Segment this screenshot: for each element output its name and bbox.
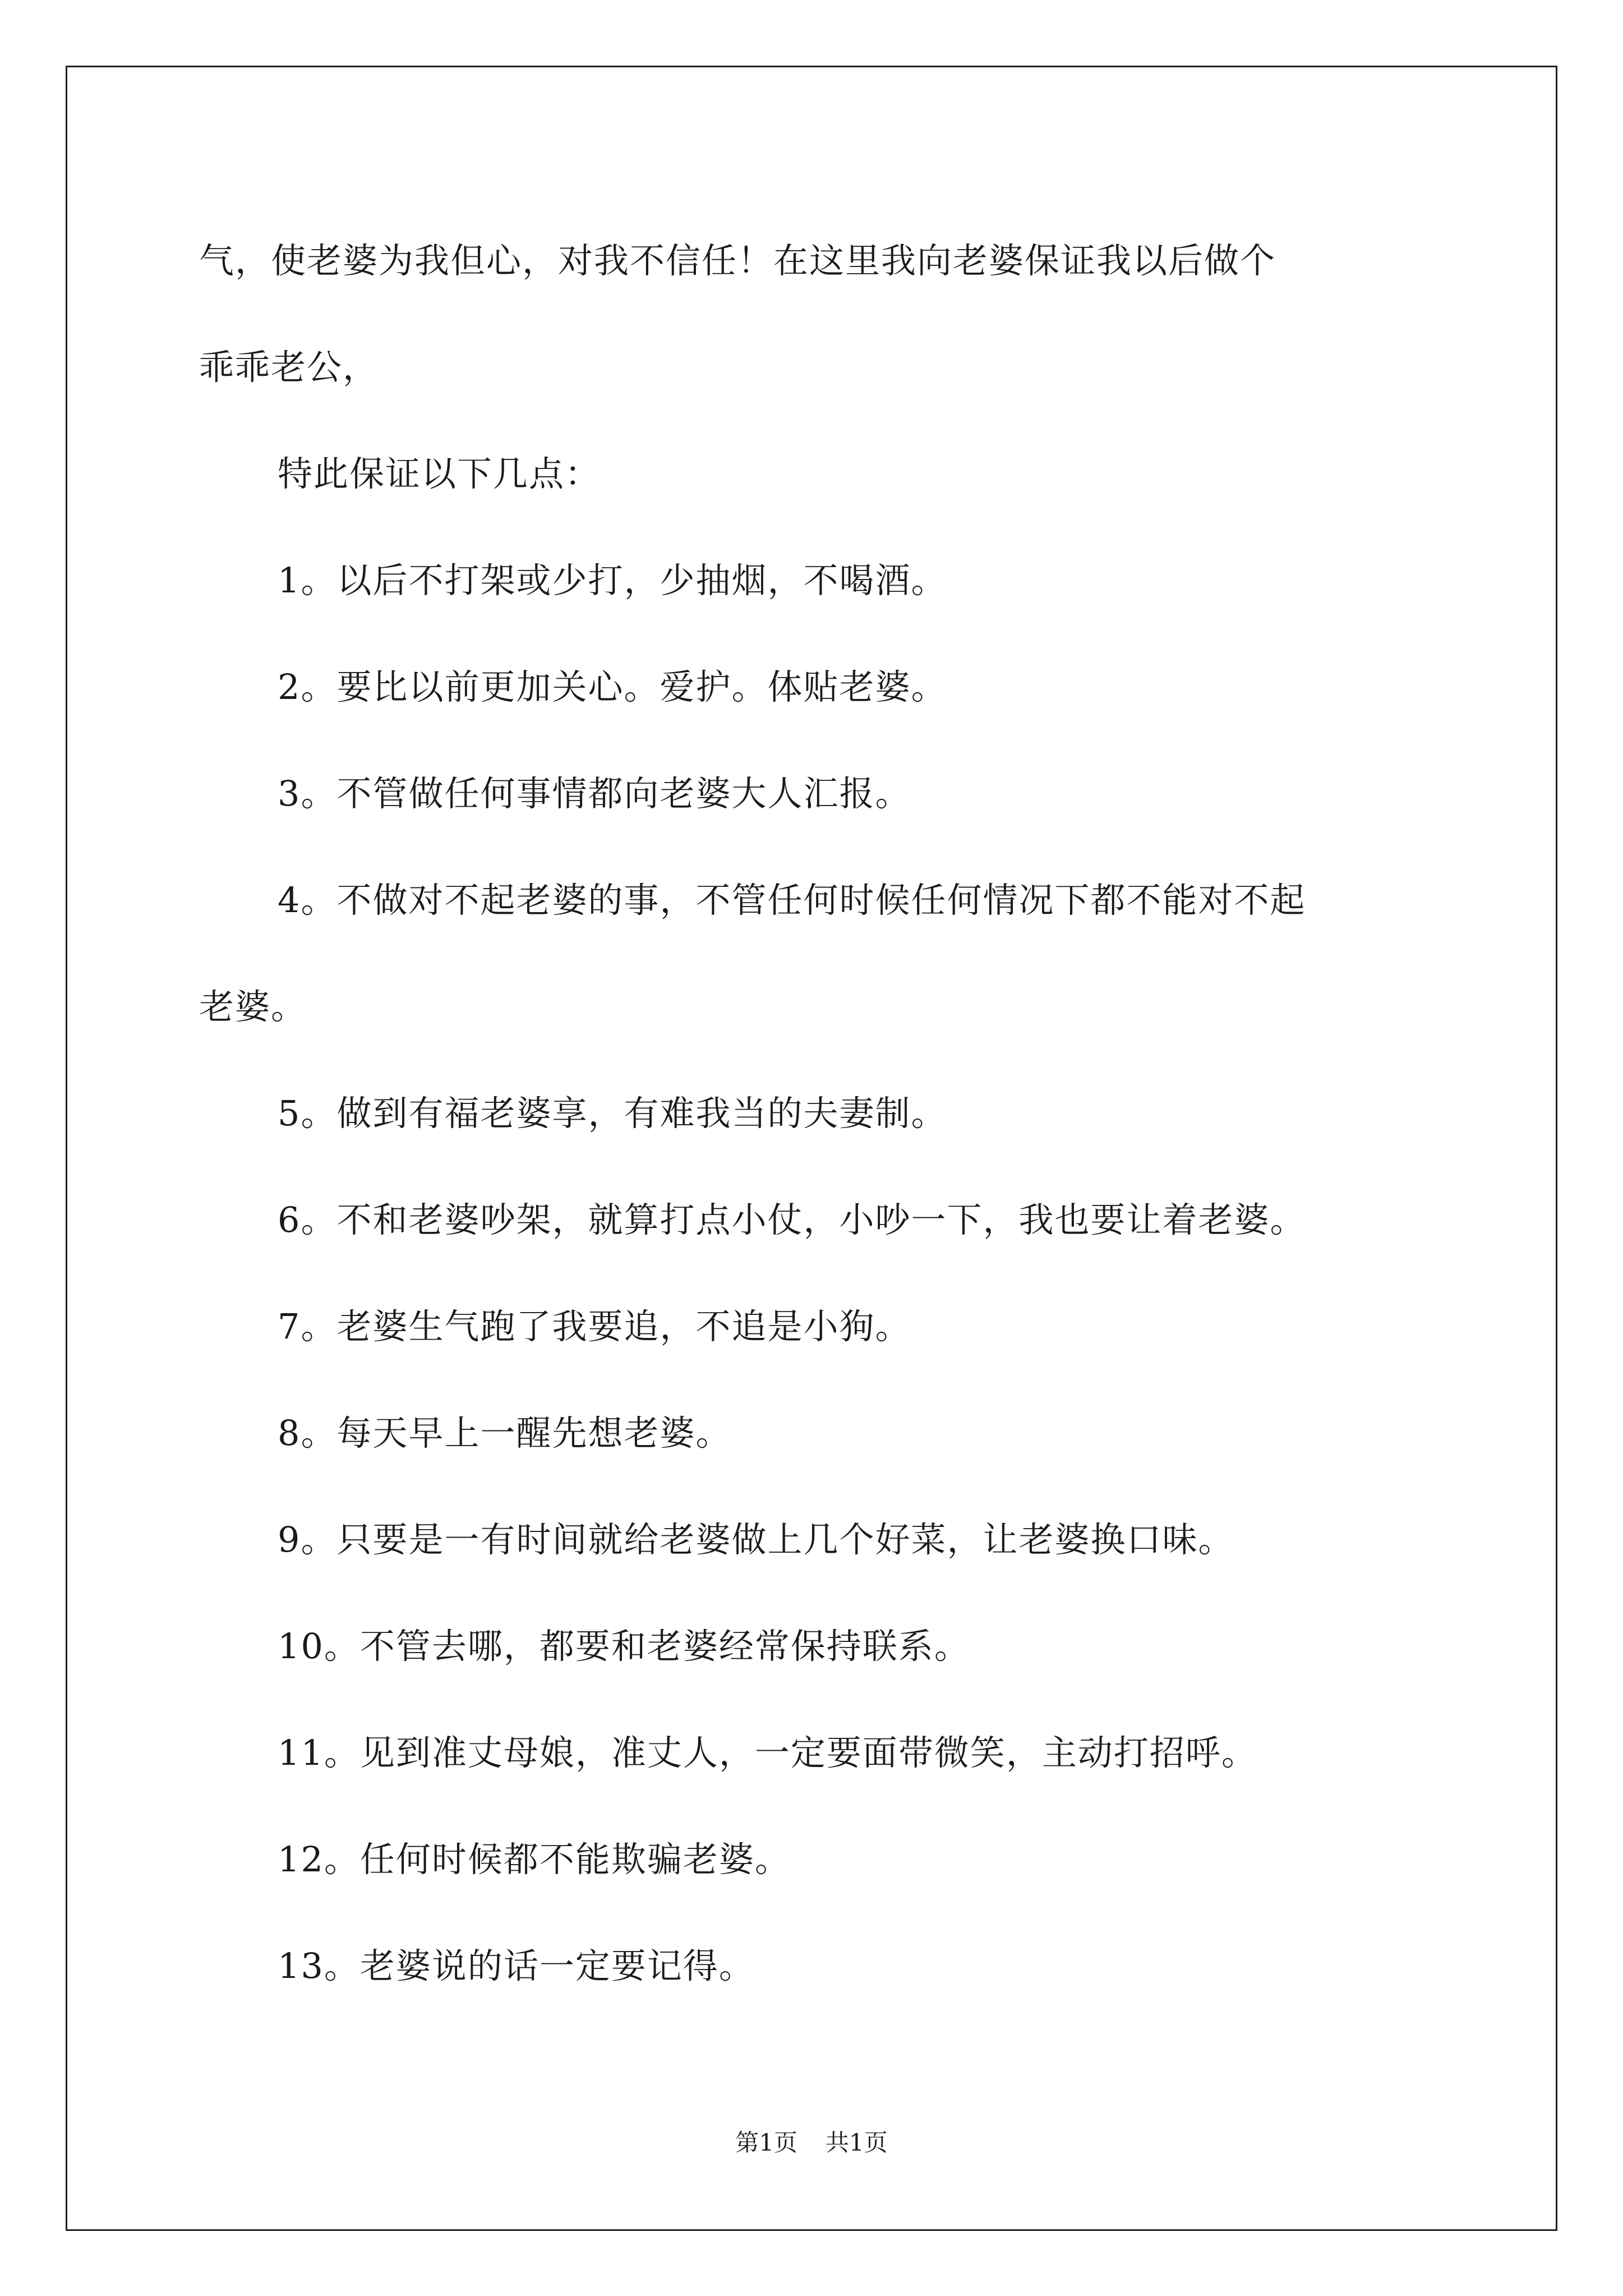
text-line-15: 11。见到准丈母娘，准丈人，一定要面带微笑，主动打招呼。 <box>278 1732 1257 1773</box>
text-line-13: 9。只要是一有时间就给老婆做上几个好菜，让老婆换口味。 <box>278 1519 1234 1560</box>
text-line-8: 老婆。 <box>199 986 307 1027</box>
text-line-4: 1。以后不打架或少打，少抽烟，不喝酒。 <box>278 560 947 601</box>
text-line-5: 2。要比以前更加关心。爱护。体贴老婆。 <box>278 666 947 707</box>
document-body <box>199 208 1461 2019</box>
text-line-7: 4。不做对不起老婆的事，不管任何时候任何情况下都不能对不起 <box>278 880 1306 921</box>
text-line-9: 5。做到有福老婆享，有难我当的夫妻制。 <box>278 1093 947 1134</box>
text-line-14: 10。不管去哪，都要和老婆经常保持联系。 <box>278 1626 970 1667</box>
page-footer <box>0 2126 1623 2160</box>
text-line-16: 12。任何时候都不能欺骗老婆。 <box>278 1839 791 1880</box>
page-number-total: 共1页 <box>826 2129 888 2156</box>
text-line-17: 13。老婆说的话一定要记得。 <box>278 1945 755 1986</box>
text-line-3: 特此保证以下几点： <box>278 453 601 494</box>
text-line-1: 气，使老婆为我但心，对我不信任！在这里我向老婆保证我以后做个 <box>199 240 1276 281</box>
text-line-6: 3。不管做任何事情都向老婆大人汇报。 <box>278 773 911 814</box>
text-line-2: 乖乖老公， <box>199 347 379 388</box>
text-line-10: 6。不和老婆吵架，就算打点小仗，小吵一下，我也要让着老婆。 <box>278 1199 1306 1240</box>
text-line-11: 7。老婆生气跑了我要追，不追是小狗。 <box>278 1306 911 1347</box>
page-number-current: 第1页 <box>735 2129 797 2156</box>
text-line-12: 8。每天早上一醒先想老婆。 <box>278 1412 732 1453</box>
